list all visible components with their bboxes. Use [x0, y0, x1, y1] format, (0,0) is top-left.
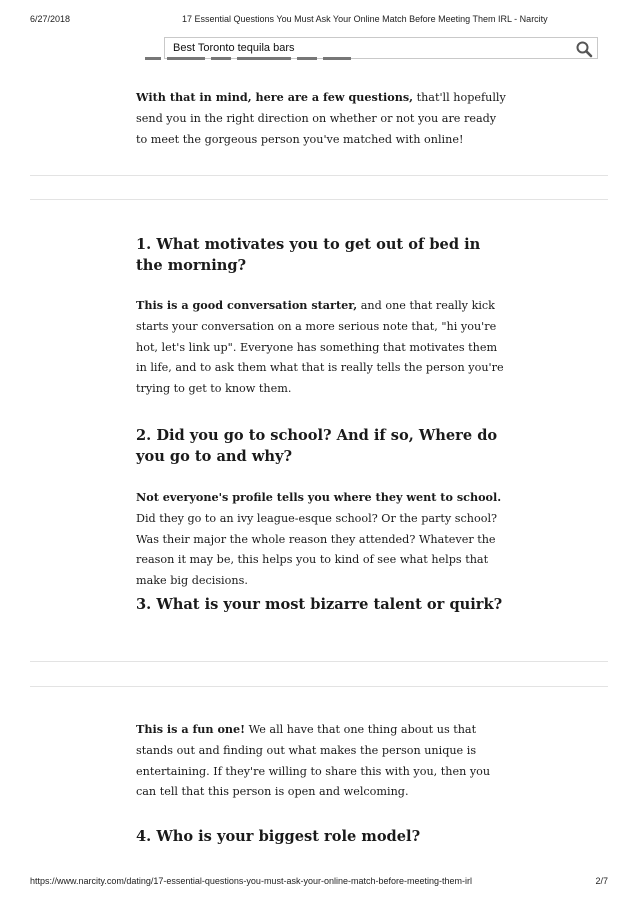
question-1-body: and one that really kick starts your conversation on a more serious note that, "hi you're hot, let's link up". Everyone has something that motivates them in life, and to ask them what that is really tells the person you're trying to get to know them.	[136, 299, 504, 396]
intro-paragraph	[136, 87, 508, 150]
intro-lead: With that in mind, here are a few questions,	[136, 90, 414, 104]
question-1-heading: 1. What motivates you to get out of bed in the morning?	[136, 236, 481, 274]
search-icon[interactable]	[575, 40, 593, 58]
question-1-lead: This is a good conversation starter,	[136, 298, 358, 312]
print-header	[0, 14, 638, 28]
question-3-lead: This is a fun one!	[136, 722, 246, 736]
print-url: https://www.narcity.com/dating/17-essential-questions-you-must-ask-your-online-match-before-meeting-them-irl	[30, 876, 473, 886]
question-3-body: We all have that one thing about us that stands out and finding out what makes the person unique is entertaining. If they're willing to share this with you, then you can tell that this person is open and welcoming.	[136, 723, 491, 799]
question-2-heading: 2. Did you go to school? And if so, Where do you go to and why?	[136, 427, 498, 465]
section-divider	[30, 686, 608, 687]
section-divider	[30, 661, 608, 662]
search-input[interactable]: Best Toronto tequila bars	[173, 42, 295, 54]
question-3-body-block	[136, 719, 508, 803]
question-4-heading: 4. Who is your biggest role model?	[136, 828, 421, 845]
question-2-paragraph	[136, 487, 508, 592]
question-1-body-block	[136, 295, 508, 400]
question-2-body-block	[136, 487, 508, 592]
print-page-title: 17 Essential Questions You Must Ask Your Online Match Before Meeting Them IRL - Narcity	[182, 14, 548, 24]
print-date: 6/27/2018	[30, 14, 71, 24]
question-3-heading: 3. What is your most bizarre talent or quirk?	[136, 596, 503, 613]
intro-paragraph-block	[136, 87, 508, 150]
question-1-paragraph	[136, 295, 508, 400]
clipped-text-line	[145, 57, 365, 61]
print-page-number: 2/7	[595, 876, 608, 886]
question-2-lead: Not everyone's profile tells you where they went to school.	[136, 490, 502, 504]
print-footer	[0, 876, 638, 890]
question-3-section	[136, 594, 508, 615]
question-3-paragraph	[136, 719, 508, 803]
question-2-section	[136, 425, 508, 467]
question-2-body: Did they go to an ivy league-esque school? Or the party school? Was their major the whole reason they attended? Whatever the reason it may be, this helps you to kind of see what helps that make big decisions.	[136, 511, 498, 588]
section-divider	[30, 199, 608, 200]
question-1-section	[136, 234, 508, 276]
question-4-section	[136, 826, 508, 847]
search-bar[interactable]	[164, 37, 598, 59]
intro-body: that'll hopefully send you in the right direction on whether or not you are ready to meet the gorgeous person you've matched with online!	[136, 91, 506, 146]
section-divider	[30, 175, 608, 176]
